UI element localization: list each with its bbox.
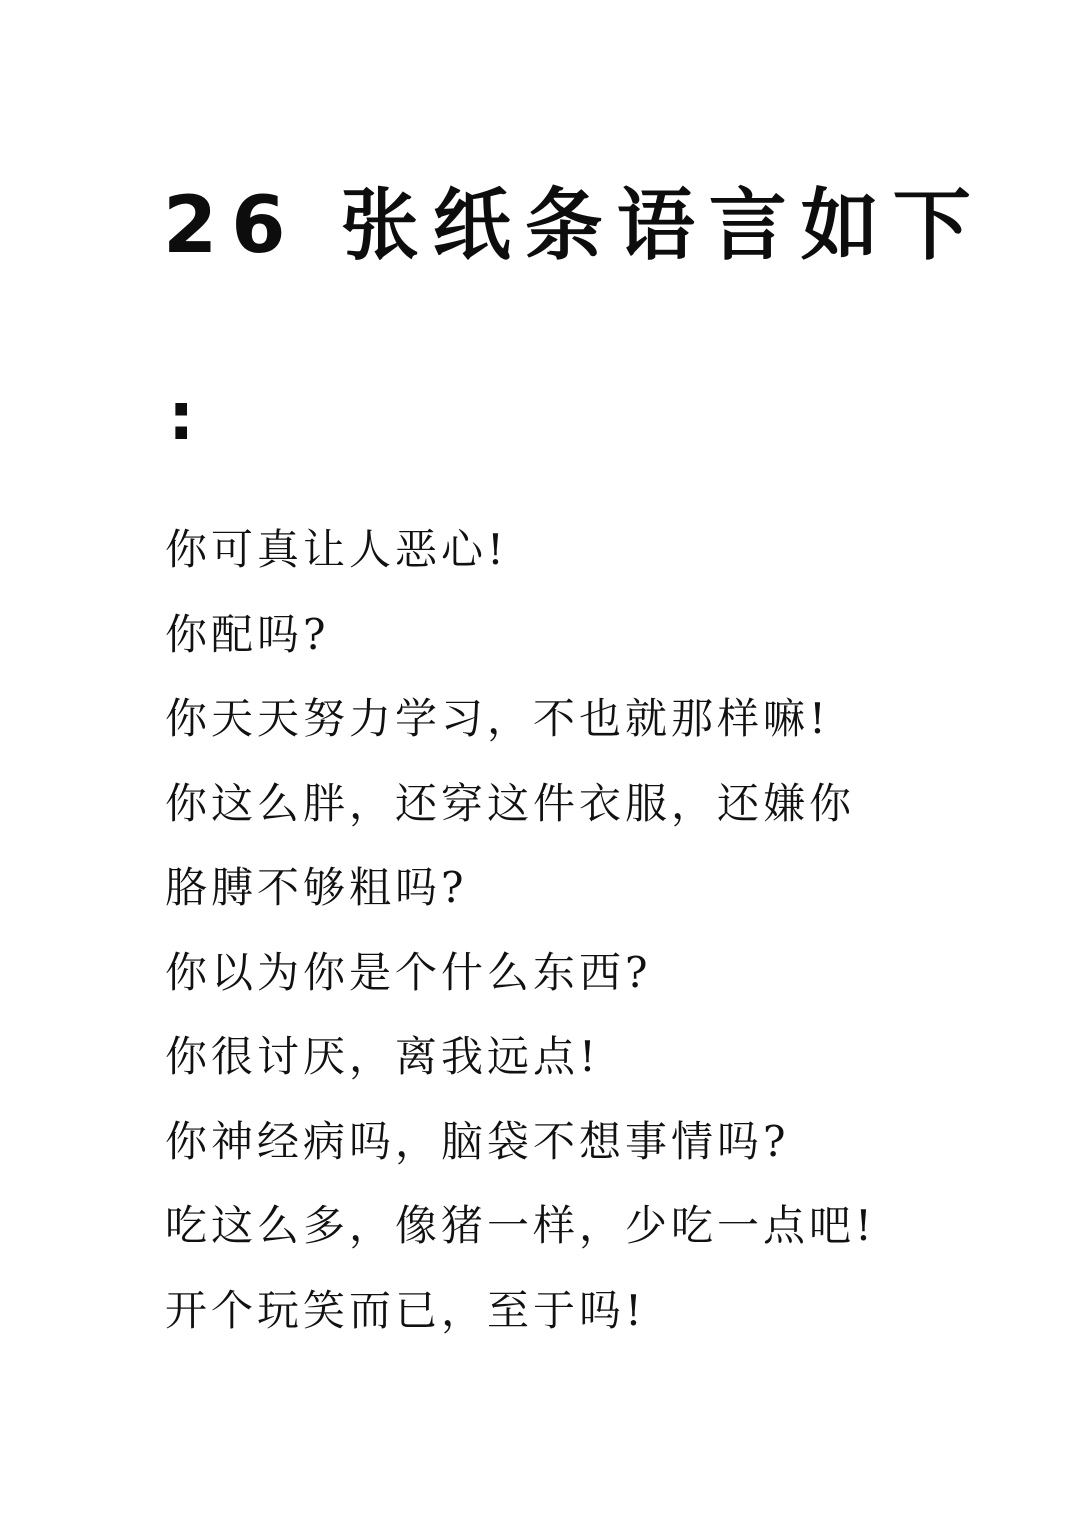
note-line: 吃这么多，像猪一样，少吃一点吧! xyxy=(165,1201,876,1250)
note-line: 你可真让人恶心! xyxy=(165,525,508,574)
note-line: 你配吗? xyxy=(165,609,330,659)
note-line: 你以为你是个什么东西? xyxy=(165,947,652,997)
note-line: 你神经病吗，脑袋不想事情吗? xyxy=(165,1116,790,1166)
note-line: 胳膊不够粗吗? xyxy=(165,863,468,912)
note-line: 开个玩笑而已，至于吗! xyxy=(165,1285,646,1335)
note-lines-list xyxy=(165,508,925,1353)
note-line: 你天天努力学习，不也就那样嘛! xyxy=(165,694,830,743)
page-title: 26 张纸条语言如下 xyxy=(163,181,985,271)
title-colon: : xyxy=(168,378,195,455)
note-line: 你很讨厌，离我远点! xyxy=(165,1032,600,1081)
note-line: 你这么胖，还穿这件衣服，还嫌你 xyxy=(165,778,856,828)
